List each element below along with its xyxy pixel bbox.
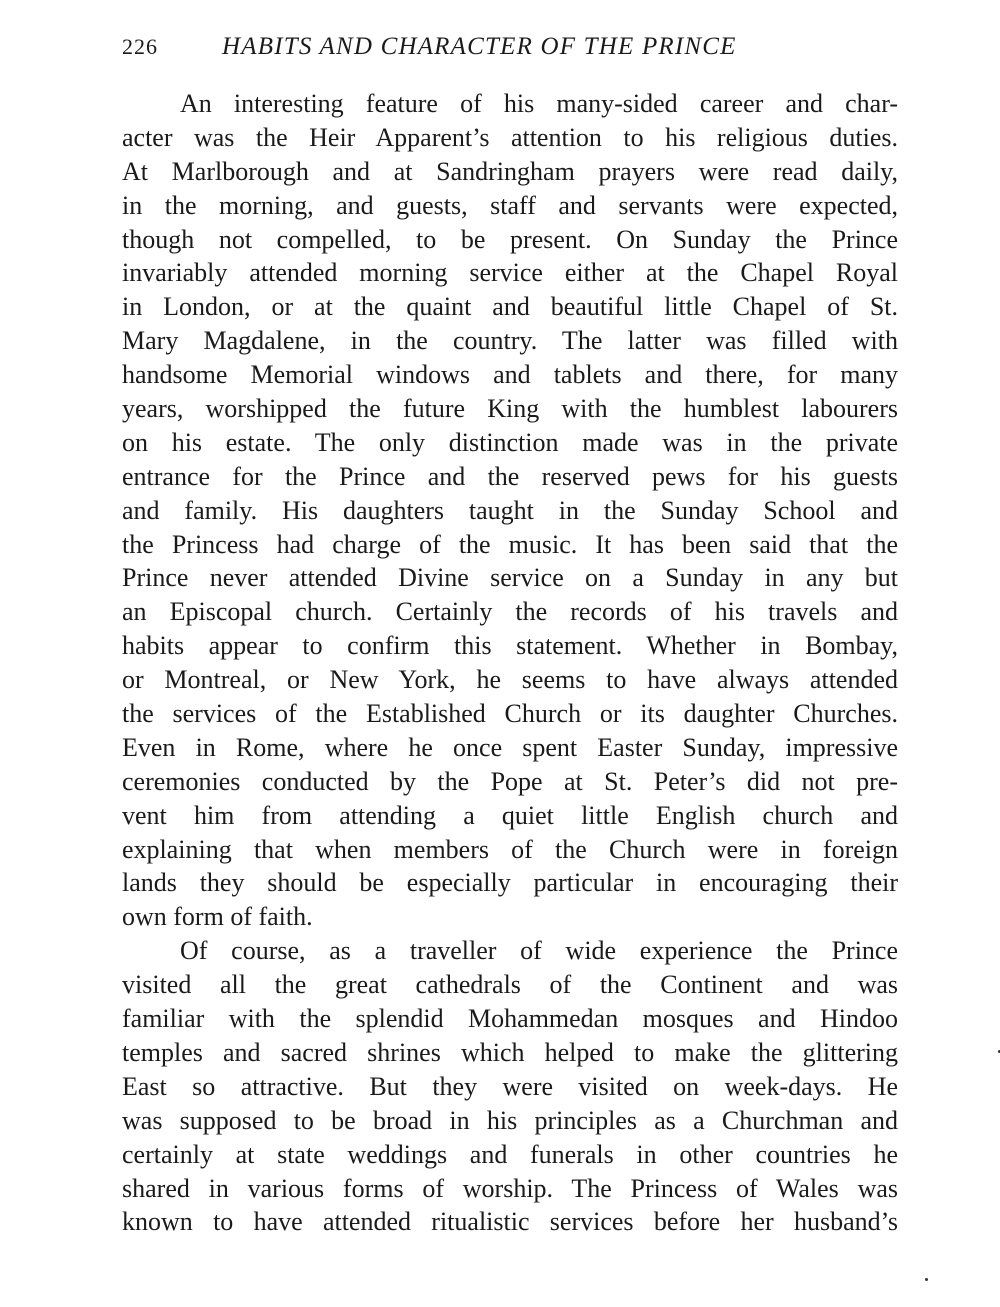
text-line: shared in various forms of worship. The Princess of Wales was [122,1173,898,1203]
text-line: years, worshipped the future King with the humblest labourers [122,394,898,424]
text-line: the services of the Established Church or its daughter Churches. [122,699,898,729]
text-line: in London, or at the quaint and beautiful little Chapel of St. [122,292,898,322]
text-line: Even in Rome, where he once spent Easter Sunday, impressive [122,732,898,762]
text-line: Mary Magdalene, in the country. The latter was filled with [122,326,898,356]
text-line: though not compelled, to be present. On Sunday the Prince [122,224,898,254]
text-line: and family. His daughters taught in the Sunday School and [122,495,898,525]
text-line: on his estate. The only distinction made was in the private [122,427,898,457]
text-line: Prince never attended Divine service on a Sunday in any but [122,563,898,593]
running-head [122,30,822,64]
print-speck [925,1278,928,1281]
text-line: or Montreal, or New York, he seems to have always attended [122,665,898,695]
text-line: At Marlborough and at Sandringham prayers were read daily, [122,156,898,186]
text-line: entrance for the Prince and the reserved pews for his guests [122,461,898,491]
text-line: in the morning, and guests, staff and servants were expected, [122,190,898,220]
text-line: visited all the great cathedrals of the Continent and was [122,970,898,1000]
text-line: the Princess had charge of the music. It has been said that the [122,529,898,559]
text-line: invariably attended morning service either at the Chapel Royal [122,258,898,288]
text-line: handsome Memorial windows and tablets and there, for many [122,360,898,390]
paragraph-1 [122,87,898,934]
text-line: certainly at state weddings and funerals in other countries he [122,1139,898,1169]
text-line: own form of faith. [122,902,313,932]
text-line: an Episcopal church. Certainly the records of his travels and [122,597,898,627]
text-line: East so attractive. But they were visited on week-days. He [122,1071,898,1101]
text-line: temples and sacred shrines which helped to make the glittering [122,1037,898,1067]
text-line: acter was the Heir Apparent’s attention to his religious duties. [122,122,898,152]
text-line: known to have attended ritualistic services before her husband’s [122,1207,898,1237]
paragraph-2 [122,934,898,1239]
page-number: 226 [122,34,158,59]
text-line: ceremonies conducted by the Pope at St. Peter’s did not pre- [122,766,898,796]
text-line: was supposed to be broad in his principles as a Churchman and [122,1105,898,1135]
text-line: vent him from attending a quiet little English church and [122,800,898,830]
text-line: An interesting feature of his many-sided career and char- [180,89,898,118]
text-line: familiar with the splendid Mohammedan mosques and Hindoo [122,1004,898,1034]
text-line: explaining that when members of the Church were in foreign [122,834,898,864]
running-title: HABITS AND CHARACTER OF THE PRINCE [222,33,737,60]
text-line: lands they should be especially particular in encouraging their [122,868,898,898]
text-line: Of course, as a traveller of wide experience the Prince [180,936,898,966]
body-text [122,87,898,1239]
text-line: habits appear to confirm this statement. Whether in Bombay, [122,631,898,661]
